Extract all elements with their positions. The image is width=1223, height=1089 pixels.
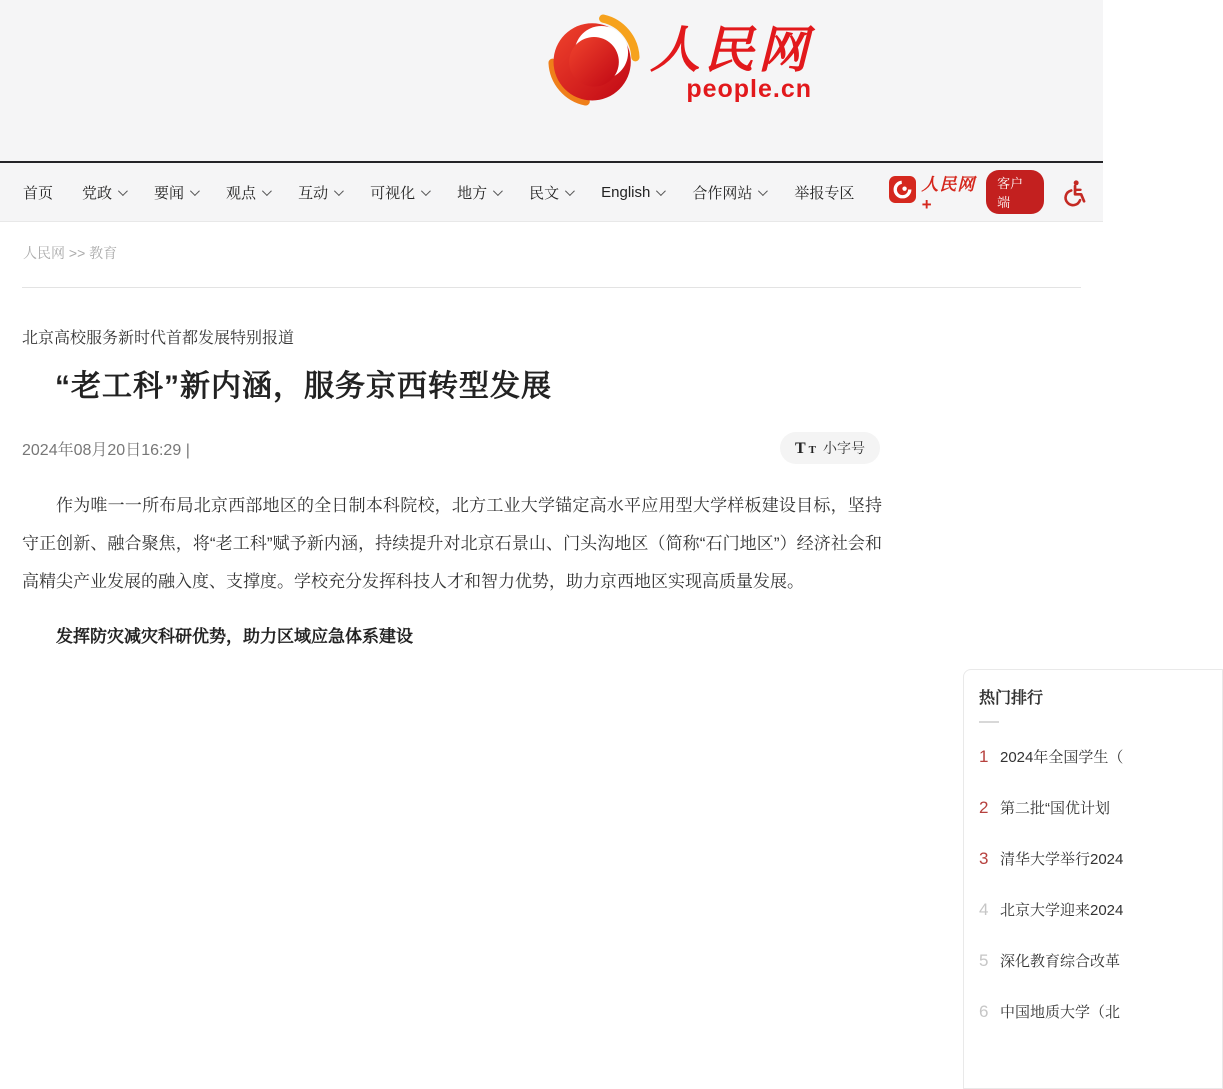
list-item[interactable] — [979, 899, 1222, 920]
nav-item-keshihua[interactable] — [370, 182, 428, 203]
rank-number: 5 — [979, 951, 989, 970]
hot-ranking-title-underline — [979, 721, 999, 723]
rank-headline: 深化教育综合改革 — [1000, 953, 1121, 970]
app-client-pill: 客户端 — [986, 170, 1044, 214]
rank-headline: 第二批“国优计划 — [1000, 800, 1110, 817]
nav-item-minwen[interactable] — [529, 182, 572, 203]
rank-number: 4 — [979, 900, 989, 919]
breadcrumb-section-link[interactable]: 教育 — [89, 245, 118, 261]
list-item[interactable] — [979, 1001, 1222, 1022]
rank-headline: 清华大学举行2024 — [1000, 851, 1124, 868]
chevron-down-icon — [262, 186, 272, 196]
breadcrumb-site-link[interactable]: 人民网 — [23, 245, 65, 261]
font-size-icon-small: T — [808, 444, 816, 456]
rank-number: 1 — [979, 747, 989, 766]
rank-number: 2 — [979, 798, 989, 817]
header-divider — [22, 287, 1081, 288]
list-item[interactable] — [979, 746, 1222, 767]
nav-item-dangzheng[interactable] — [82, 182, 125, 203]
list-item[interactable] — [979, 950, 1222, 971]
nav-label: 要闻 — [154, 184, 185, 202]
article-subheading: 发挥防灾减灾科研优势，助力区域应急体系建设 — [56, 627, 413, 646]
nav-label: 举报专区 — [794, 184, 855, 202]
article-kicker: 北京高校服务新时代首都发展特别报道 — [22, 330, 295, 347]
chevron-down-icon — [565, 186, 575, 196]
peoplecn-logo[interactable] — [548, 14, 812, 111]
article — [0, 325, 900, 651]
rank-number: 3 — [979, 849, 989, 868]
nav-label: English — [601, 183, 651, 201]
accessibility-wheelchair-icon[interactable] — [1062, 179, 1089, 206]
font-size-button[interactable] — [780, 432, 880, 464]
nav-label: 党政 — [82, 184, 113, 202]
article-date-separator: | — [185, 441, 190, 459]
nav-item-hezuo[interactable] — [692, 182, 765, 203]
chevron-down-icon — [421, 186, 431, 196]
rank-headline: 2024年全国学生（ — [1000, 749, 1124, 766]
chevron-down-icon — [334, 186, 344, 196]
breadcrumb-separator: >> — [68, 245, 86, 261]
nav-label: 合作网站 — [692, 184, 753, 202]
rank-number: 6 — [979, 1002, 989, 1021]
list-item[interactable] — [979, 797, 1222, 818]
site-header — [0, 0, 1103, 163]
nav-label: 可视化 — [370, 184, 416, 202]
breadcrumb — [0, 222, 1103, 263]
article-title: “老工科”新内涵，服务京西转型发展 — [55, 370, 552, 403]
logo-cn-text: 人民网 — [650, 21, 812, 78]
nav-label: 民文 — [529, 184, 560, 202]
rank-headline: 北京大学迎来2024 — [1000, 902, 1124, 919]
article-date — [22, 437, 190, 460]
nav-item-difang[interactable] — [457, 182, 500, 203]
app-badge-script-text: 人民网+ — [921, 174, 976, 214]
font-size-icon: T — [794, 440, 806, 457]
main-nav — [0, 163, 1103, 222]
app-icon — [889, 176, 916, 208]
hot-ranking-panel — [963, 669, 1223, 1089]
nav-item-yaowen[interactable] — [154, 182, 197, 203]
article-date-text: 2024年08月20日16:29 — [22, 441, 182, 459]
article-paragraph: 作为唯一一所布局北京西部地区的全日制本科院校，北方工业大学锚定高水平应用型大学样板建设目标，坚持守正创新、融合聚焦，将“老工科”赋予新内涵，持续提升对北京石景山、门头沟地区（简称“石门地区”）经济社会和高精尖产业发展的融入度、支撑度。学校充分发挥科技人才和智力优势，助力京西地区实现高质量发展。 — [22, 496, 882, 591]
chevron-down-icon — [758, 186, 768, 196]
article-meta-row — [22, 432, 880, 464]
list-item[interactable] — [979, 848, 1222, 869]
nav-label: 互动 — [298, 184, 329, 202]
nav-item-jubao[interactable] — [794, 182, 854, 203]
chevron-down-icon — [190, 186, 200, 196]
chevron-down-icon — [118, 186, 128, 196]
rank-headline: 中国地质大学（北 — [1000, 1004, 1121, 1021]
hot-ranking-list — [979, 746, 1222, 1022]
chevron-down-icon — [656, 186, 666, 196]
chevron-down-icon — [493, 186, 503, 196]
peoplecn-app-badge[interactable] — [889, 170, 1044, 215]
nav-item-home[interactable] — [23, 182, 53, 203]
nav-label: 观点 — [226, 184, 257, 202]
nav-item-hudong[interactable] — [298, 182, 341, 203]
font-size-label: 小字号 — [823, 440, 865, 456]
nav-item-english[interactable] — [601, 184, 663, 201]
hot-ranking-title: 热门排行 — [979, 690, 1044, 707]
nav-item-guandian[interactable] — [226, 182, 269, 203]
nav-label: 首页 — [23, 184, 54, 202]
peoplecn-logo-mark-icon — [548, 14, 640, 111]
nav-label: 地方 — [457, 184, 488, 202]
logo-en-text: people.cn — [686, 74, 812, 103]
